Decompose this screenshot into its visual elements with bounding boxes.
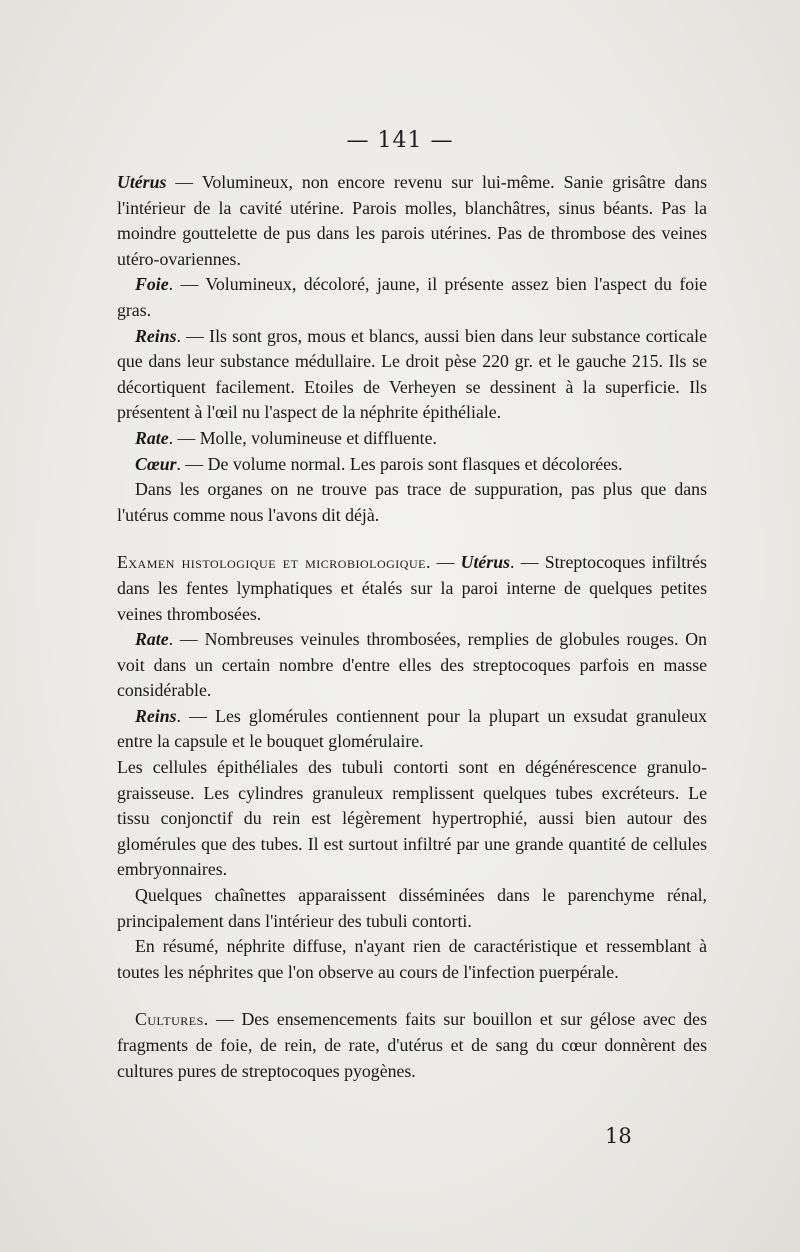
paragraph-text: Ils sont gros, mous et blancs, aussi bien dans leur substance corticale que dans leur substance médullaire. Le droit pèse 220 gr. et le gauche 215. Ils se décortiquent facilement. Etoiles de Verheyen se dessinent à la superficie. Ils présentent à l'œil nu l'aspect de la néphrite épithéliale. (117, 325, 707, 423)
term-label: Rate (135, 629, 169, 650)
term-separator: — (166, 172, 202, 192)
paragraph-text: Molle, volumineuse et diffluente. (199, 427, 437, 448)
paragraph-text: Les glomérules contiennent pour la plupart un exsudat granuleux entre la capsule et le bouquet glomérulaire. (117, 705, 707, 752)
term-label: Cœur (135, 453, 177, 474)
term-label: Utérus (117, 172, 167, 192)
paragraph-coeur (117, 452, 707, 478)
term-label: Reins (135, 325, 177, 346)
paragraph-uterus (117, 170, 707, 272)
term-label: Foie (135, 274, 169, 295)
signature-mark: 18 (605, 1124, 632, 1148)
section-heading: Examen histologique et microbiologique (117, 552, 426, 573)
term-label: Utérus (460, 552, 511, 573)
paragraph-text: Volumineux, décoloré, jaune, il présente assez bien l'aspect du foie gras. (117, 274, 707, 320)
paragraph-text: Streptocoques infiltrés dans les fentes lymphatiques et étalés sur la paroi interne de quelques petites veines thrombosées. (117, 552, 707, 624)
paragraph-text: Quelques chaînettes apparaissent disséminées dans le parenchyme rénal, principalement dans l'intérieur des tubuli contorti. (117, 885, 707, 931)
paragraph-reins (117, 324, 707, 426)
term-separator: . — (168, 629, 205, 650)
term-separator: . — (510, 552, 545, 573)
term-label: Rate (135, 427, 169, 448)
page-body (117, 170, 707, 1084)
paragraph-chainettes (117, 883, 707, 934)
term-separator: . — (176, 325, 210, 346)
paragraph-text: De volume normal. Les parois sont flasques et décolorées. (207, 453, 623, 474)
paragraph-suppuration (117, 477, 707, 528)
paragraph-rate (117, 426, 707, 452)
paragraph-text: Les cellules épithéliales des tubuli contorti sont en dégénérescence granulo-graisseuse. Les cylindres granuleux remplissent quelques tubes excréteurs. Le tissu conjonctif du rein est légèrement hypertrophié, aussi bien autour des glomérules que des tubes. Il est surtout infiltré par une grande quantité de cellules embryonnaires. (117, 757, 707, 880)
section-heading: Cultures (135, 1009, 204, 1030)
term-separator: . — (176, 705, 216, 726)
paragraph-resume (117, 934, 707, 985)
heading-separator: . — (203, 1009, 242, 1030)
paragraph-text: Dans les organes on ne trouve pas trace de suppuration, pas plus que dans l'utérus comme nous l'avons dit déjà. (117, 479, 707, 525)
paragraph-cellules (117, 755, 707, 883)
term-separator: . — (176, 453, 208, 474)
paragraph-text: En résumé, néphrite diffuse, n'ayant rien de caractéristique et ressemblant à toutes les néphrites que l'on observe au cours de l'infection puerpérale. (117, 936, 707, 982)
term-label: Reins (135, 705, 177, 726)
paragraph-examen (117, 550, 707, 627)
paragraph-cultures (117, 1007, 707, 1084)
paragraph-reins-histo (117, 704, 707, 755)
paragraph-foie (117, 272, 707, 323)
heading-separator: . — (425, 552, 461, 573)
paragraph-text: Des ensemencements faits sur bouillon et sur gélose avec des fragments de foie, de rein, de rate, d'utérus et de sang du cœur donnèrent des cultures pures de streptocoques pyogènes. (117, 1009, 707, 1081)
term-separator: . — (168, 274, 206, 295)
term-separator: . — (168, 427, 200, 448)
paragraph-text: Nombreuses veinules thrombosées, remplies de globules rouges. On voit dans un certain nombre d'entre elles des streptocoques parfois en masse considérable. (117, 629, 708, 701)
paragraph-text: Volumineux, non encore revenu sur lui-même. Sanie grisâtre dans l'intérieur de la cavité utérine. Parois molles, blanchâtres, sinus béants. Pas la moindre gouttelette de pus dans les parois utérines. Pas de thrombose des veines utéro-ovariennes. (117, 172, 707, 269)
page-number: — 141 — (346, 128, 454, 153)
paragraph-rate-histo (117, 627, 707, 704)
